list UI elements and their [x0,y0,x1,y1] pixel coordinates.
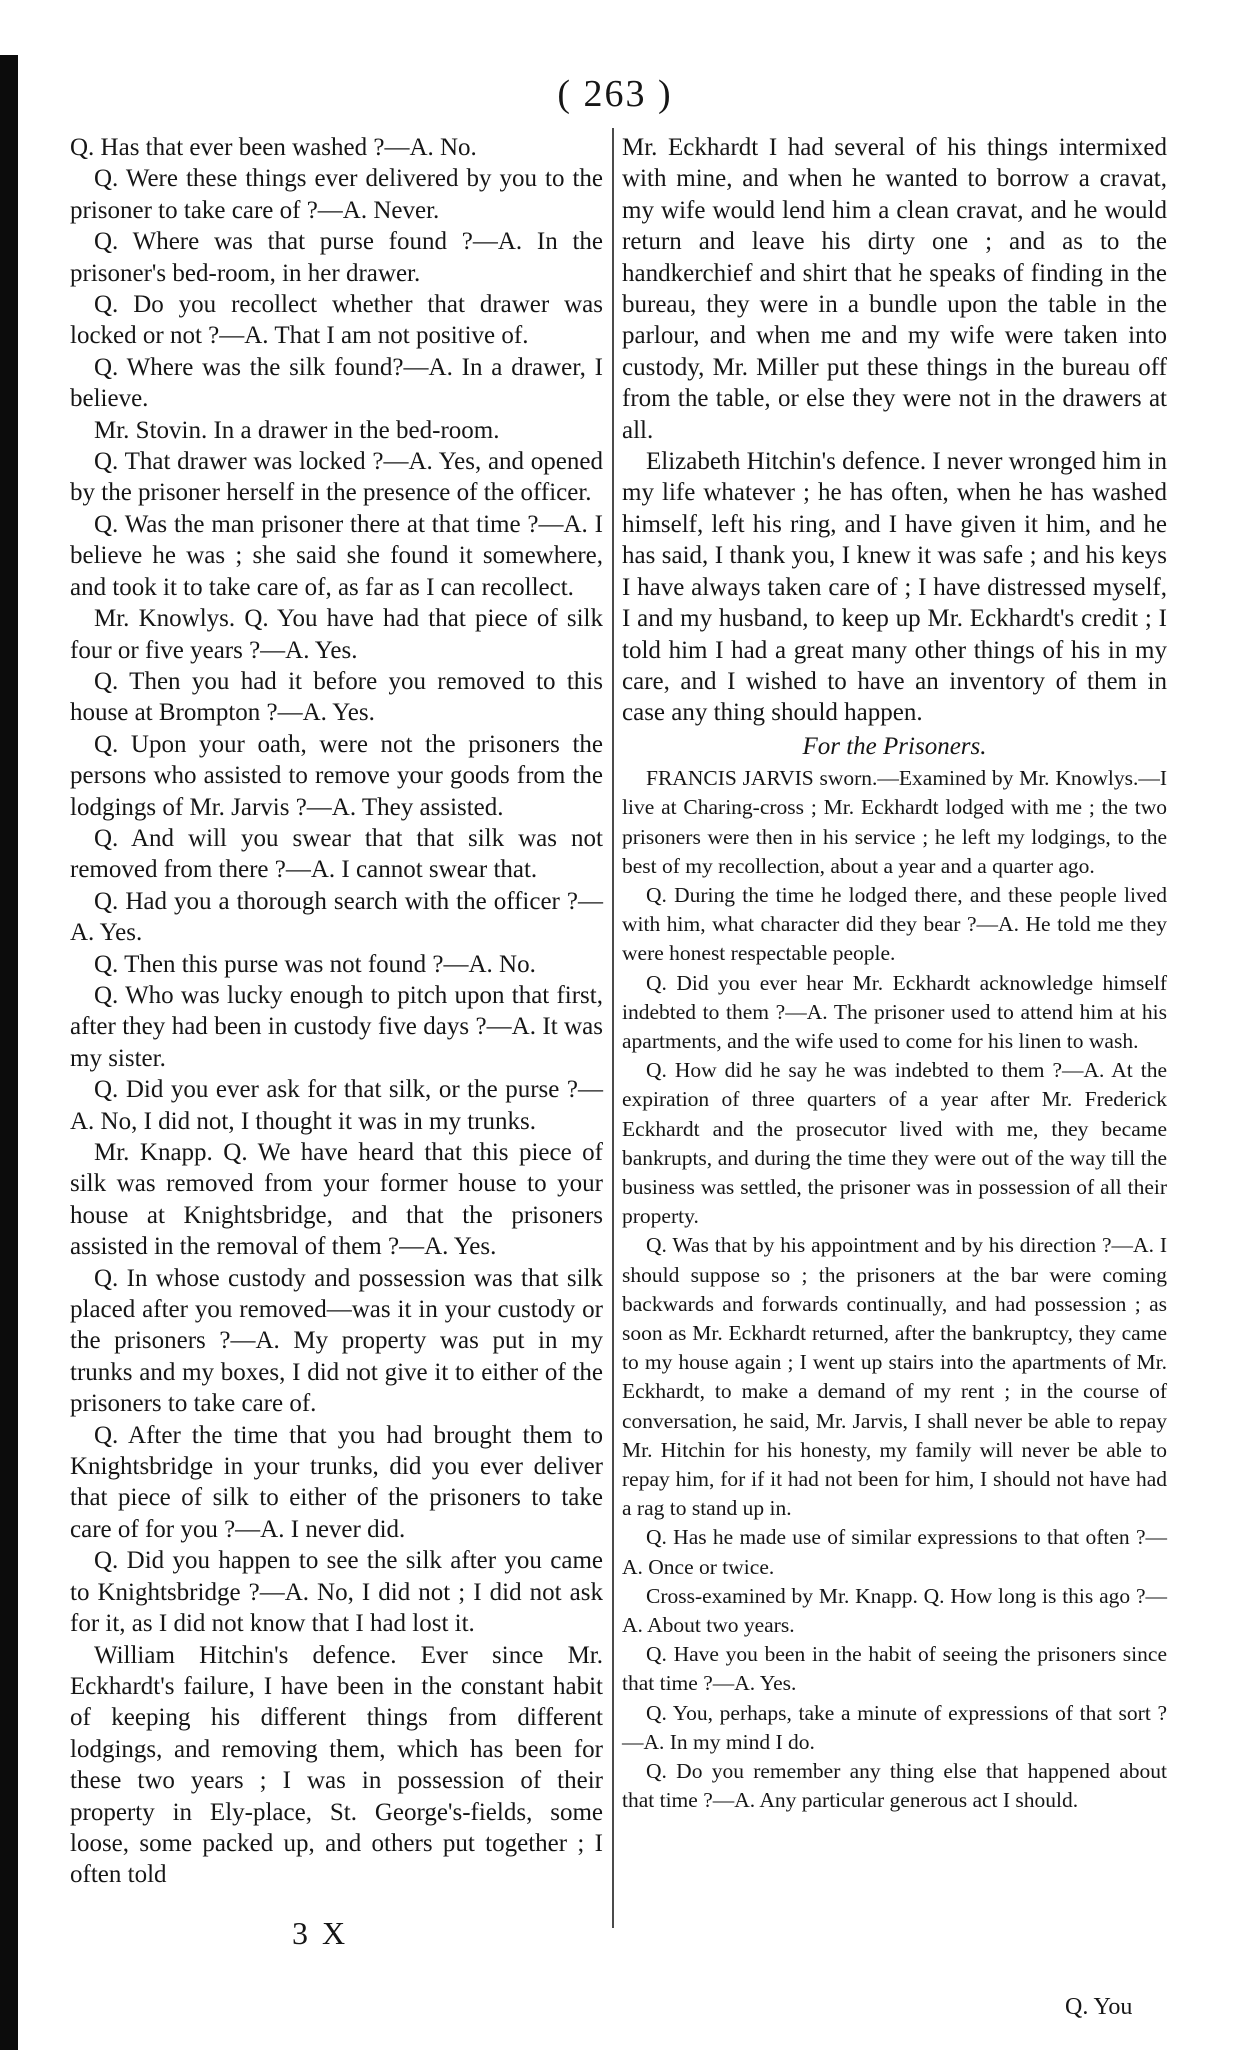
paragraph: Q. Who was lucky enough to pitch upon that first, after they had been in custody five days ?—A. It was my sister. [70,981,603,1072]
paragraph: Q. Has he made use of similar expressions to that often ?—A. Once or twice. [622,1525,1167,1579]
paragraph: Q. And will you swear that that silk was not removed from there ?—A. I cannot swear that. [70,824,603,884]
page-spine-shadow [0,55,18,2050]
paragraph: Q. Was that by his appointment and by his direction ?—A. I should suppose so ; the prisoners at the bar were coming backwards and forwards continually, and had possession ; as soon as Mr. Eckhardt returned, after the bankruptcy, they came to my house again ; I went up stairs into the apartments of Mr. Eckhardt, to make a demand of my rent ; in the course of conversation, he said, Mr. Jarvis, I shall never be able to repay Mr. Hitchin for his honesty, my family will never be able to repay him, for if it had not been for him, I should not have had a rag to stand up in. [622,1233,1167,1521]
paragraph: Q. Then this purse was not found ?—A. No. [94,950,536,978]
paragraph: FRANCIS JARVIS sworn.—Examined by Mr. Knowlys.—I live at Charing-cross ; Mr. Eckhardt lodged with me ; the two prisoners were then in his service ; he left my lodgings, to the best of my recollection, about a year and a quarter ago. [622,766,1167,878]
paragraph: Q. That drawer was locked ?—A. Yes, and opened by the prisoner herself in the presence of the officer. [70,448,603,507]
right-column [622,132,1167,1815]
left-column [70,132,603,1891]
paragraph: Q. Has that ever been washed ?—A. No. [70,134,477,161]
paragraph: Q. Did you ever ask for that silk, or the purse ?—A. No, I did not, I thought it was in my trunks. [70,1076,603,1135]
paragraph: Q. Did you ever hear Mr. Eckhardt acknowledge himself indebted to them ?—A. The prisoner used to attend him at his apartments, and the wife used to come for his linen to wash. [622,970,1167,1053]
paragraph: Mr. Knowlys. Q. You have had that piece of silk four or five years ?—A. Yes. [70,605,603,664]
paragraph: Q. You, perhaps, take a minute of expressions of that sort ?—A. In my mind I do. [622,1700,1167,1754]
column-divider [612,128,614,1928]
paragraph: Q. In whose custody and possession was that silk placed after you removed—was it in your custody or the prisoners ?—A. My property was put in my trunks and my boxes, I did not give it to either of the prisoners to take care of. [70,1264,603,1418]
paragraph: Q. During the time he lodged there, and these people lived with him, what character did they bear ?—A. He told me they were honest respectable people. [622,882,1167,966]
catchword: Q. You [1065,1994,1133,2020]
paragraph: Mr. Knapp. Q. We have heard that this piece of silk was removed from your former house to your house at Knightsbridge, and that the prisoners assisted in the removal of them ?—A. Yes. [70,1139,603,1261]
signature-mark: 3 X [292,1915,349,1951]
paragraph: Mr. Eckhardt I had several of his things intermixed with mine, and when he wanted to borrow a cravat, my wife would lend him a clean cravat, and he would return and leave his dirty one ; and as to the handkerchief and shirt that he speaks of finding in the bureau, they were in a bundle upon the table in the parlour, and when me and my wife were taken into custody, Mr. Miller put these things in the bureau off from the table, or else they were not in the drawers at all. [622,134,1167,444]
paragraph: William Hitchin's defence. Ever since Mr. Eckhardt's failure, I have been in the constant habit of keeping his different things from different lodgings, and removing them, which has been for these two years ; I was in possession of their property in Ely-place, St. George's-fields, some loose, some packed up, and others put together ; I often told [70,1641,603,1889]
paragraph: Q. Do you recollect whether that drawer was locked or not ?—A. That I am not positive of. [70,291,603,350]
paragraph: Cross-examined by Mr. Knapp. Q. How long is this ago ?—A. About two years. [622,1583,1167,1638]
paragraph: Q. After the time that you had brought them to Knightsbridge in your trunks, did you ever deliver that piece of silk to either of the prisoners to take care of for you ?—A. I never did. [70,1421,603,1543]
paragraph: Q. Where was the silk found?—A. In a drawer, I believe. [70,353,603,413]
paragraph: Elizabeth Hitchin's defence. I never wronged him in my life whatever ; he has often, when he has washed himself, left his ring, and I have given it him, and he has said, I thank you, I knew it was safe ; and his keys I have always taken care of ; I have distressed myself, I and my husband, to keep up Mr. Eckhardt's credit ; I told him I had a great many other things of his in my care, and I wished to have an inventory of them in case any thing should happen. [622,448,1167,727]
paragraph: Q. Have you been in the habit of seeing the prisoners since that time ?—A. Yes. [622,1642,1167,1696]
paragraph: Q. How did he say he was indebted to them ?—A. At the expiration of three quarters of a year after Mr. Frederick Eckhardt and the prosecutor lived with me, they became bankrupts, and during the time they were out of the way till the business was settled, the prisoner was in possession of all their property. [622,1058,1167,1229]
paragraph: Mr. Stovin. In a drawer in the bed-room. [94,416,500,444]
paragraph: Q. Had you a thorough search with the officer ?—A. Yes. [70,887,603,947]
paragraph: Q. Then you had it before you removed to this house at Brompton ?—A. Yes. [70,667,603,727]
page-number: ( 263 ) [557,73,673,115]
paragraph: Q. Were these things ever delivered by you to the prisoner to take care of ?—A. Never. [70,165,603,224]
paragraph: Q. Did you happen to see the silk after you came to Knightsbridge ?—A. No, I did not ; I did not ask for it, as I did not know that I had lost it. [70,1547,603,1638]
paragraph: Q. Was the man prisoner there at that time ?—A. I believe he was ; she said she found it somewhere, and took it to take care of, as far as I can recollect. [70,510,603,601]
section-heading: For the Prisoners. [802,732,987,760]
paragraph: Q. Upon your oath, were not the prisoners the persons who assisted to remove your goods from the lodgings of Mr. Jarvis ?—A. They assisted. [70,730,603,821]
paragraph: Q. Do you remember any thing else that happened about that time ?—A. Any particular generous act I should. [622,1759,1167,1813]
testimony-block [622,764,1167,1815]
paragraph: Q. Where was that purse found ?—A. In the prisoner's bed-room, in her drawer. [70,228,603,287]
